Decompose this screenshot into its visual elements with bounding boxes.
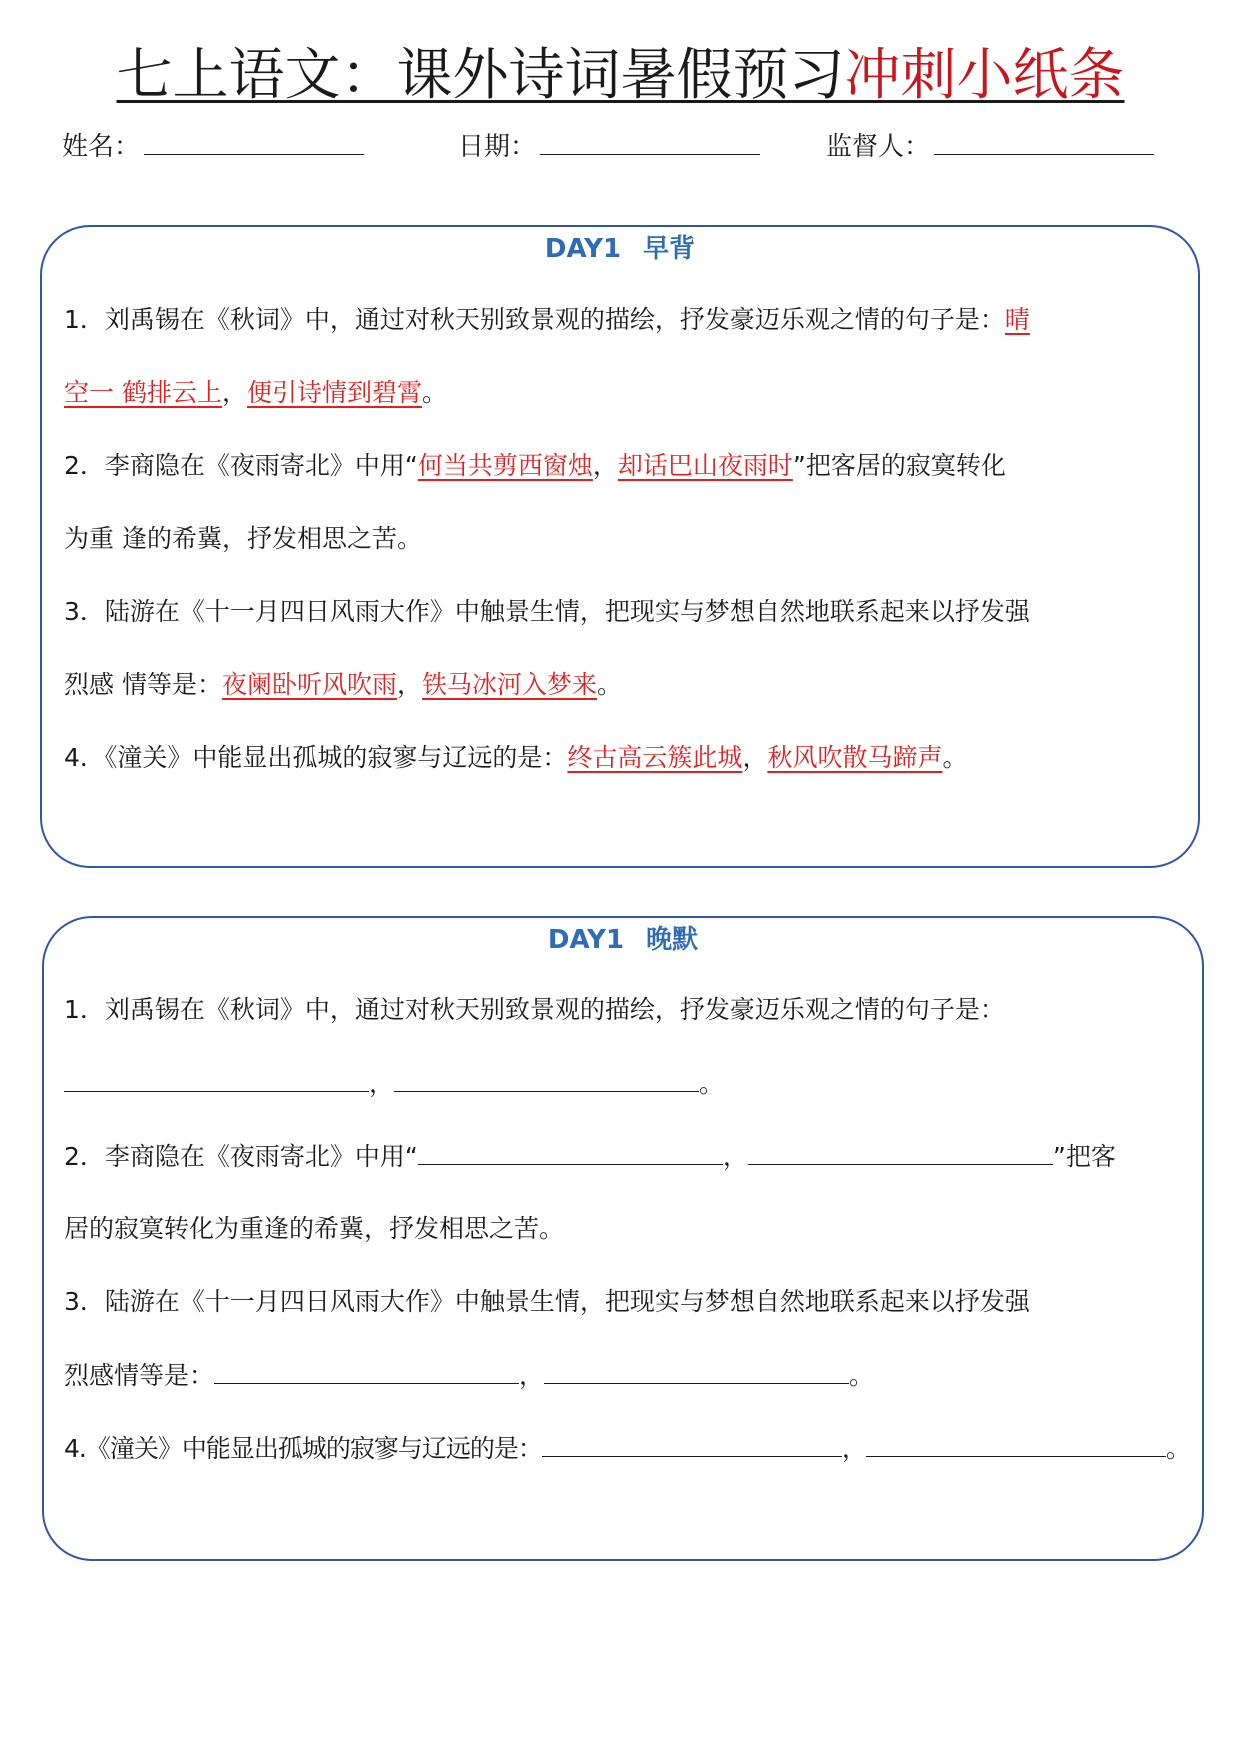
date-label: 日期： [458, 132, 537, 162]
morning-q1-line2 [64, 375, 447, 411]
morning-card [40, 225, 1200, 868]
evening-q1-end: 。 [699, 1069, 725, 1098]
morning-title: 早背 [643, 234, 696, 264]
morning-q1-answer-2: 便引诗情到碧霄 [246, 378, 422, 407]
morning-q2-text-b: ”把客居的寂寞转化 [792, 451, 1006, 480]
morning-q4-text: 4．《潼关》中能显出孤城的寂寥与辽远的是： [64, 743, 568, 772]
evening-q3-blank-2[interactable] [544, 1357, 849, 1384]
evening-q1-blank-1[interactable] [64, 1065, 369, 1092]
evening-q3-blank-1[interactable] [214, 1357, 519, 1384]
morning-q4-comma: ， [742, 743, 768, 772]
morning-q2-text-c: 为重 逢的希冀，抒发相思之苦。 [64, 524, 422, 553]
evening-q2-blank-1[interactable] [418, 1138, 723, 1165]
morning-q1-end: 。 [421, 378, 447, 407]
evening-q2-blank-2[interactable] [748, 1138, 1053, 1165]
morning-heading [42, 231, 1198, 267]
date-blank[interactable] [540, 128, 760, 155]
morning-q3-comma: ， [396, 670, 422, 699]
evening-q1-line1 [64, 992, 1005, 1028]
evening-q2-text-c: 居的寂寞转化为重逢的希冀，抒发相思之苦。 [64, 1214, 565, 1243]
evening-card [42, 916, 1204, 1561]
evening-q1-text: 1．刘禹锡在《秋词》中，通过对秋天别致景观的描绘，抒发豪迈乐观之情的句子是： [64, 995, 1005, 1024]
evening-q4-comma: ， [841, 1434, 866, 1463]
morning-q2-text: 2．李商隐在《夜雨寄北》中用“ [64, 451, 418, 480]
morning-q1-line1 [64, 302, 1030, 338]
morning-q1-answer-1: 空一 鹤排云上 [64, 378, 222, 407]
morning-q4-answer-2: 秋风吹散马蹄声 [767, 743, 943, 772]
morning-q2-line1 [64, 448, 1006, 484]
morning-q2-comma: ， [592, 451, 618, 480]
supervisor-field [826, 128, 1154, 165]
evening-q3-end: 。 [849, 1361, 875, 1390]
evening-day: DAY1 [547, 925, 625, 955]
evening-q2-text-b: ”把客 [1052, 1142, 1116, 1171]
morning-q1-comma: ， [221, 378, 247, 407]
evening-q2-comma: ， [722, 1142, 748, 1171]
evening-q1-line2 [64, 1065, 724, 1102]
supervisor-blank[interactable] [934, 128, 1154, 155]
evening-q4-blank-1[interactable] [542, 1430, 842, 1457]
title-main: 七上语文：课外诗词暑假预习 [116, 43, 845, 108]
name-blank[interactable] [144, 128, 364, 155]
evening-q3-line1 [64, 1284, 1030, 1320]
evening-q1-blank-2[interactable] [394, 1065, 699, 1092]
evening-q2-text: 2．李商隐在《夜雨寄北》中用“ [64, 1142, 418, 1171]
date-field [458, 128, 760, 165]
morning-q4-end: 。 [942, 743, 968, 772]
evening-q4-blank-2[interactable] [866, 1430, 1166, 1457]
morning-q4-line1 [64, 740, 967, 776]
morning-q1-text: 1．刘禹锡在《秋词》中，通过对秋天别致景观的描绘，抒发豪迈乐观之情的句子是： [64, 305, 1005, 334]
evening-q2-line2 [64, 1211, 564, 1247]
evening-q3-comma: ， [519, 1361, 545, 1390]
morning-q2-answer-2: 却话巴山夜雨时 [617, 451, 793, 480]
morning-q3-answer-1: 夜阑卧听风吹雨 [221, 670, 397, 699]
evening-q3-line2 [64, 1357, 874, 1394]
evening-q3-text: 3．陆游在《十一月四日风雨大作》中触景生情，把现实与梦想自然地联系起来以抒发强 [64, 1287, 1030, 1316]
morning-q3-answer-2: 铁马冰河入梦来 [421, 670, 597, 699]
name-field [62, 128, 364, 165]
evening-heading [44, 922, 1202, 958]
morning-q2-answer-1: 何当共剪西窗烛 [417, 451, 593, 480]
evening-q3-text-b: 烈感情等是： [64, 1361, 215, 1390]
name-label: 姓名： [62, 132, 141, 162]
morning-q3-line2 [64, 667, 622, 703]
evening-q1-comma: ， [369, 1069, 395, 1098]
morning-q1-answer-part: 晴 [1004, 305, 1030, 334]
page-title [0, 40, 1241, 112]
morning-day: DAY1 [544, 234, 622, 264]
title-accent: 冲刺小纸条 [844, 43, 1125, 108]
morning-q2-line2 [64, 521, 422, 557]
title-underlined [117, 40, 1125, 112]
morning-q3-text: 3．陆游在《十一月四日风雨大作》中触景生情，把现实与梦想自然地联系起来以抒发强 [64, 597, 1030, 626]
evening-q4-text: 4.《潼关》中能显出孤城的寂寥与辽远的是： [64, 1434, 542, 1463]
evening-q4-end: 。 [1165, 1434, 1190, 1463]
supervisor-label: 监督人： [826, 132, 931, 162]
morning-q3-line1 [64, 594, 1030, 630]
evening-q2-line1 [64, 1138, 1116, 1175]
morning-q4-answer-1: 终古高云簇此城 [567, 743, 743, 772]
morning-q3-text-b: 烈感 情等是： [64, 670, 222, 699]
morning-q3-end: 。 [597, 670, 623, 699]
evening-q4-line1 [64, 1430, 1190, 1467]
evening-title: 晚默 [646, 925, 699, 955]
